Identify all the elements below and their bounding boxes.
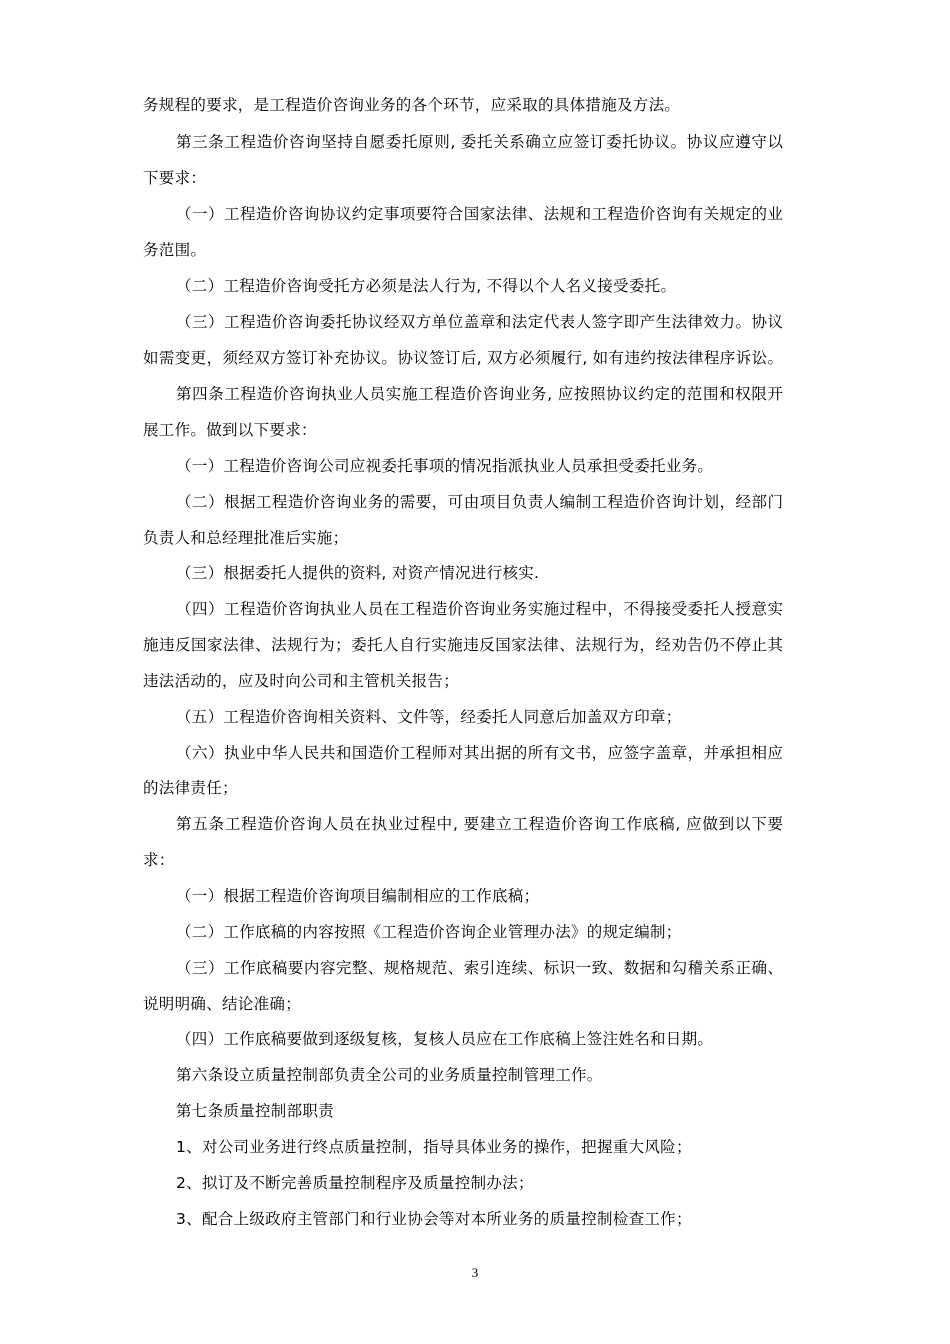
text-line: 下要求： <box>143 169 207 187</box>
text-line: （四）工作底稿要做到逐级复核，复核人员应在工作底稿上签注姓名和日期。 <box>176 1030 714 1048</box>
text-line: 施违反国家法律、法规行为；委托人自行实施违反国家法律、法规行为，经劝告仍不停止其 <box>143 636 783 654</box>
text-line: 务规程的要求，是工程造价咨询业务的各个环节，应采取的具体措施及方法。 <box>143 96 681 114</box>
text-line: 1、对公司业务进行终点质量控制，指导具体业务的操作，把握重大风险； <box>176 1138 692 1156</box>
text-line: 求： <box>143 851 175 869</box>
text-line: 第七条质量控制部职责 <box>176 1102 335 1120</box>
text-line: 第六条设立质量控制部负责全公司的业务质量控制管理工作。 <box>176 1066 603 1084</box>
text-line: 说明明确、结论准确； <box>143 995 302 1013</box>
text-line: （二）工作底稿的内容按照《工程造价咨询企业管理办法》的规定编制； <box>176 923 682 941</box>
text-line: 违法活动的，应及时向公司和主管机关报告； <box>143 672 460 690</box>
text-line: （三）工作底稿要内容完整、规格规范、索引连续、标识一致、数据和勾稽关系正确、 <box>176 959 783 977</box>
text-line: （六）执业中华人民共和国造价工程师对其出据的所有文书，应签字盖章，并承担相应 <box>176 744 783 762</box>
text-line: 第四条工程造价咨询执业人员实施工程造价咨询业务, 应按照协议约定的范围和权限开 <box>176 385 783 403</box>
text-line: 如需变更，须经双方签订补充协议。协议签订后, 双方必须履行, 如有违约按法律程序诉讼。 <box>143 349 783 367</box>
text-line: （一）工程造价咨询协议约定事项要符合国家法律、法规和工程造价咨询有关规定的业 <box>176 205 783 223</box>
text-line: 第三条工程造价咨询坚持自愿委托原则, 委托关系确立应签订委托协议。协议应遵守以 <box>176 133 783 151</box>
page-number: 3 <box>471 1265 479 1280</box>
text-line: （四）工程造价咨询执业人员在工程造价咨询业务实施过程中，不得接受委托人授意实 <box>176 600 783 618</box>
text-line: 的法律责任； <box>143 779 238 797</box>
text-line: 务范围。 <box>143 241 207 259</box>
text-line: （三）工程造价咨询委托协议经双方单位盖章和法定代表人签字即产生法律效力。协议 <box>176 313 783 331</box>
text-line: （一）工程造价咨询公司应视委托事项的情况指派执业人员承担受委托业务。 <box>176 457 714 475</box>
text-line: 3、配合上级政府主管部门和行业协会等对本所业务的质量控制检查工作； <box>176 1210 692 1228</box>
text-line: （二）根据工程造价咨询业务的需要，可由项目负责人编制工程造价咨询计划，经部门 <box>176 493 783 511</box>
text-line: 2、拟订及不断完善质量控制程序及质量控制办法； <box>176 1174 534 1192</box>
text-line: 第五条工程造价咨询人员在执业过程中, 要建立工程造价咨询工作底稿, 应做到以下要 <box>176 815 783 833</box>
text-line: （五）工程造价咨询相关资料、文件等，经委托人同意后加盖双方印章； <box>176 708 682 726</box>
text-line: 展工作。做到以下要求： <box>143 421 317 439</box>
text-line: 负责人和总经理批准后实施； <box>143 529 349 547</box>
text-line: （一）根据工程造价咨询项目编制相应的工作底稿； <box>176 887 540 905</box>
text-line: （二）工程造价咨询受托方必须是法人行为, 不得以个人名义接受委托。 <box>176 277 677 295</box>
text-line: （三）根据委托人提供的资料, 对资产情况进行核实. <box>176 564 540 582</box>
